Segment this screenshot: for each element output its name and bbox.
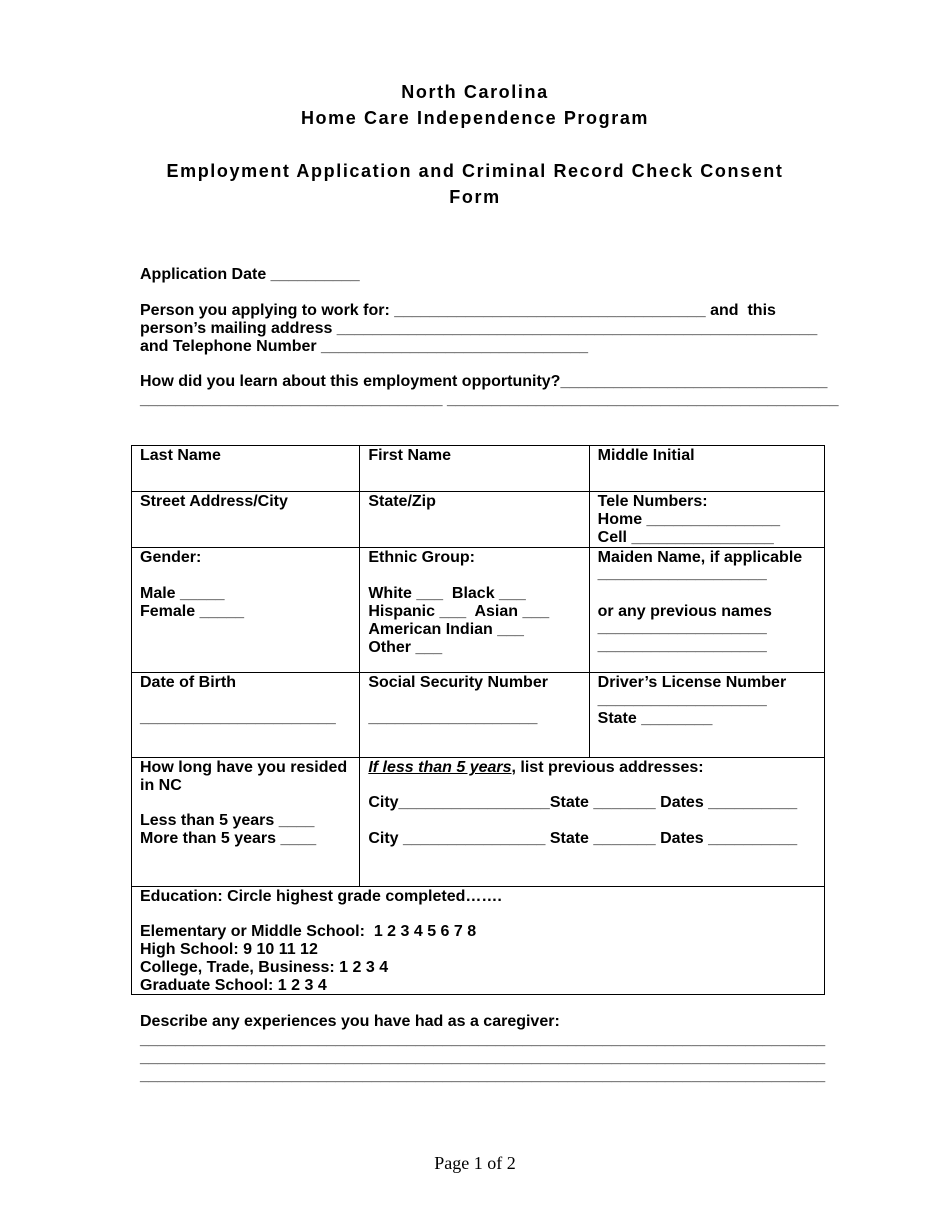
learn-about-continuation[interactable]: __________________________________ ____________________________________________ — [140, 391, 839, 408]
american-indian-option[interactable]: American Indian ___ — [368, 621, 524, 638]
header-state: North Carolina — [401, 82, 549, 102]
first-name-label: First Name — [368, 447, 452, 464]
middle-initial-cell[interactable] — [589, 446, 824, 492]
caregiver-line-1[interactable]: _____________________________________________________________________________ — [140, 1031, 826, 1048]
street-address-label: Street Address/City — [140, 493, 288, 510]
caregiver-prompt: Describe any experiences you have had as a caregiver: — [140, 1013, 560, 1030]
license-field[interactable]: ___________________ — [597, 691, 767, 708]
work-for-field[interactable]: Person you applying to work for: ___________________________________ and this — [140, 302, 776, 319]
female-option[interactable]: Female _____ — [140, 603, 245, 620]
applicant-info-table — [131, 445, 825, 995]
education-cell — [132, 887, 825, 995]
street-address-cell[interactable] — [132, 492, 360, 548]
last-name-cell[interactable] — [132, 446, 360, 492]
license-cell — [589, 673, 824, 758]
home-phone-field[interactable]: Home _______________ — [597, 511, 781, 528]
high-school-grades[interactable]: High School: 9 10 11 12 — [140, 941, 318, 958]
male-option[interactable]: Male _____ — [140, 585, 225, 602]
last-name-label: Last Name — [140, 447, 221, 464]
white-black-options[interactable]: White ___ Black ___ — [368, 585, 526, 602]
residency-question-line1: How long have you resided — [140, 759, 348, 776]
residency-cell — [132, 758, 360, 887]
dob-label: Date of Birth — [140, 674, 236, 691]
form-title-line2: Form — [449, 187, 501, 207]
dob-field[interactable]: ______________________ — [140, 709, 336, 726]
previous-name-field-2[interactable]: ___________________ — [597, 637, 767, 654]
caregiver-line-3[interactable]: _____________________________________________________________________________ — [140, 1067, 826, 1084]
tele-numbers-label: Tele Numbers: — [597, 493, 708, 510]
college-grades[interactable]: College, Trade, Business: 1 2 3 4 — [140, 959, 389, 976]
ssn-field[interactable]: ___________________ — [368, 709, 538, 726]
hispanic-asian-options[interactable]: Hispanic ___ Asian ___ — [368, 603, 550, 620]
application-date-field[interactable]: Application Date __________ — [140, 266, 360, 283]
previous-name-field-1[interactable]: ___________________ — [597, 619, 767, 636]
gender-cell — [132, 548, 360, 673]
gender-label: Gender: — [140, 549, 202, 566]
middle-initial-label: Middle Initial — [597, 447, 695, 464]
state-zip-cell[interactable] — [360, 492, 589, 548]
ethnic-group-cell — [360, 548, 589, 673]
previous-address-line-1[interactable]: City_________________State _______ Dates __________ — [368, 794, 798, 811]
dob-cell — [132, 673, 360, 758]
state-zip-label: State/Zip — [368, 493, 436, 510]
previous-addresses-rest: , list previous addresses: — [511, 759, 704, 776]
license-label: Driver’s License Number — [597, 674, 787, 691]
telephone-field[interactable]: and Telephone Number ______________________________ — [140, 338, 589, 355]
license-state-field[interactable]: State ________ — [597, 710, 713, 727]
tele-numbers-cell — [589, 492, 824, 548]
more-than-5-option[interactable]: More than 5 years ____ — [140, 830, 317, 847]
cell-phone-field[interactable]: Cell ________________ — [597, 529, 774, 546]
previous-names-label: or any previous names — [597, 603, 772, 620]
ssn-label: Social Security Number — [368, 674, 548, 691]
ethnic-group-label: Ethnic Group: — [368, 549, 475, 566]
previous-addresses-emphasis: If less than 5 years — [368, 759, 512, 776]
ssn-cell — [360, 673, 589, 758]
previous-address-line-2[interactable]: City ________________ State _______ Dates __________ — [368, 830, 798, 847]
previous-addresses-cell — [360, 758, 825, 887]
first-name-cell[interactable] — [360, 446, 589, 492]
form-title-line1: Employment Application and Criminal Record Check Consent — [166, 161, 784, 181]
less-than-5-option[interactable]: Less than 5 years ____ — [140, 812, 315, 829]
mailing-address-field[interactable]: person’s mailing address ______________________________________________________ — [140, 320, 818, 337]
header-program: Home Care Independence Program — [300, 108, 650, 128]
maiden-name-cell — [589, 548, 824, 673]
maiden-name-field[interactable]: ___________________ — [597, 565, 767, 582]
previous-addresses-label — [368, 759, 703, 777]
caregiver-line-2[interactable]: _____________________________________________________________________________ — [140, 1049, 826, 1066]
maiden-name-label: Maiden Name, if applicable — [597, 549, 803, 566]
other-option[interactable]: Other ___ — [368, 639, 443, 656]
education-label: Education: Circle highest grade completed……. — [140, 888, 502, 905]
graduate-grades[interactable]: Graduate School: 1 2 3 4 — [140, 977, 327, 994]
elementary-grades[interactable]: Elementary or Middle School: 1 2 3 4 5 6 7 8 — [140, 923, 477, 940]
residency-question-line2: in NC — [140, 777, 182, 794]
learn-about-field[interactable]: How did you learn about this employment opportunity?______________________________ — [140, 373, 828, 390]
page-number: Page 1 of 2 — [434, 1153, 516, 1173]
